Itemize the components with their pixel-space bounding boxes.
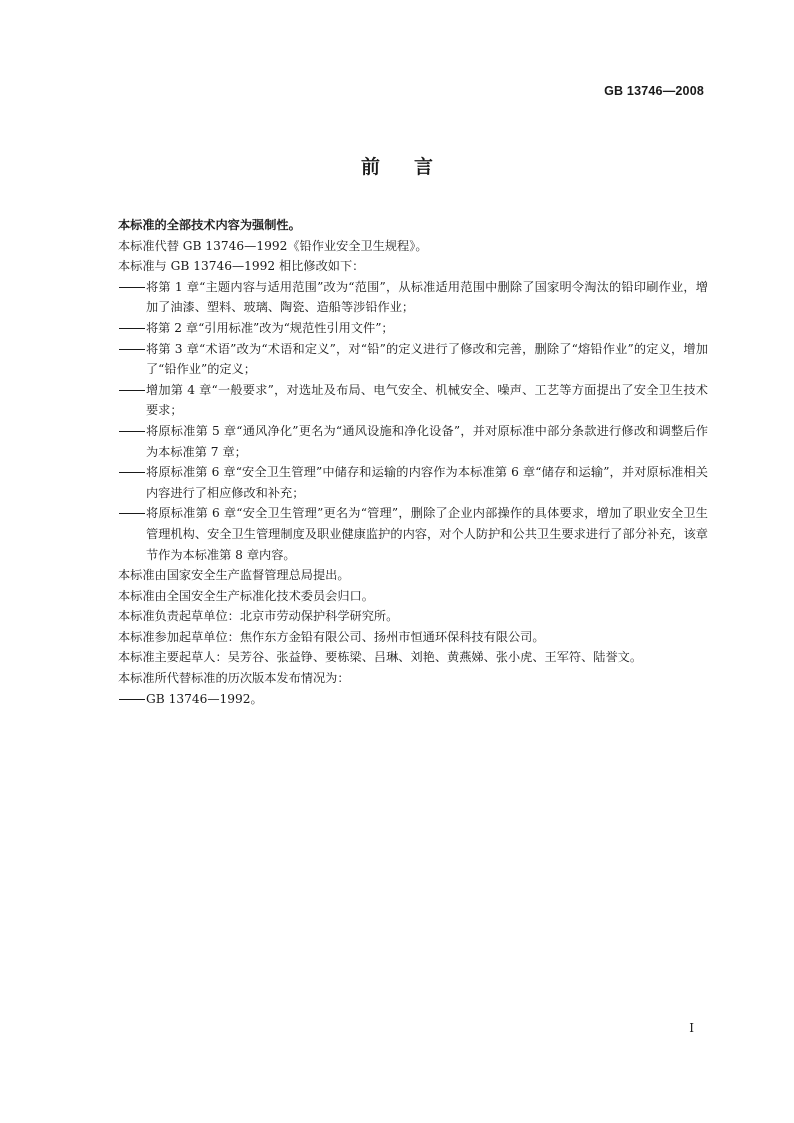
change-item	[118, 277, 708, 318]
mandatory-statement: 本标准的全部技术内容为强制性。	[118, 218, 301, 232]
previous-version-text: GB 13746—1992。	[146, 691, 263, 706]
change-item-text: 将原标准第 6 章“安全卫生管理”中储存和运输的内容作为本标准第 6 章“储存和运输”，并对原标准相关内容进行了相应修改和补充；	[146, 465, 708, 500]
participating-drafters-statement: 本标准参加起草单位：焦作东方金铅有限公司、扬州市恒通环保科技有限公司。	[118, 629, 545, 644]
em-dash-bullet	[118, 503, 146, 565]
change-item-text: 增加第 4 章“一般要求”，对选址及布局、电气安全、机械安全、噪声、工艺等方面提出了安全卫生技术要求；	[146, 382, 708, 418]
page-title: 前言	[360, 156, 467, 178]
change-item	[118, 339, 708, 380]
page-number: I	[689, 1021, 694, 1035]
main-authors-statement: 本标准主要起草人：吴芳谷、张益铮、要栋梁、吕琳、刘艳、黄燕娣、张小虎、王军符、陆誉文。	[118, 650, 643, 665]
change-item	[118, 462, 708, 503]
proposer-statement: 本标准由国家安全生产监督管理总局提出。	[118, 568, 350, 583]
em-dash-bullet	[118, 380, 146, 421]
change-item-text: 将原标准第 6 章“安全卫生管理”更名为“管理”，删除了企业内部操作的具体要求，增加了职业安全卫生管理机构、安全卫生管理制度及职业健康监护的内容，对个人防护和公共卫生要求进行了部分补充，该章节作为本标准第 8 章内容。	[146, 506, 708, 562]
change-item	[118, 318, 708, 339]
standard-number: GB 13746—2008	[604, 84, 704, 98]
administrator-statement: 本标准由全国安全生产标准化技术委员会归口。	[118, 588, 374, 603]
version-history-intro: 本标准所代替标准的历次版本发布情况为：	[118, 671, 350, 686]
lead-drafter-statement: 本标准负责起草单位：北京市劳动保护科学研究所。	[118, 609, 399, 624]
change-item-text: 将原标准第 5 章“通风净化”更名为“通风设施和净化设备”，并对原标准中部分条款进行修改和调整后作为本标准第 7 章；	[146, 423, 708, 459]
em-dash-bullet	[118, 277, 146, 318]
replaces-statement: 本标准代替 GB 13746—1992《铅作业安全卫生规程》。	[118, 238, 428, 253]
changes-intro: 本标准与 GB 13746—1992 相比修改如下：	[118, 259, 365, 274]
em-dash-bullet	[118, 689, 146, 710]
em-dash-bullet	[118, 421, 146, 462]
change-item	[118, 503, 708, 565]
change-item-text: 将第 3 章“术语”改为“术语和定义”，对“铅”的定义进行了修改和完善，删除了“熔铅作业”的定义，增加了“铅作业”的定义；	[146, 341, 708, 377]
em-dash-bullet	[118, 318, 146, 339]
change-item	[118, 380, 708, 421]
change-item	[118, 421, 708, 462]
change-item-text: 将第 1 章“主题内容与适用范围”改为“范围”，从标准适用范围中删除了国家明令淘汰的铅印刷作业，增加了油漆、塑料、玻璃、陶瓷、造船等涉铅作业；	[146, 279, 708, 315]
em-dash-bullet	[118, 339, 146, 380]
previous-version-item	[118, 689, 708, 710]
foreword-content	[118, 215, 708, 709]
change-item-text: 将第 2 章“引用标准”改为“规范性引用文件”；	[146, 320, 394, 335]
em-dash-bullet	[118, 462, 146, 503]
